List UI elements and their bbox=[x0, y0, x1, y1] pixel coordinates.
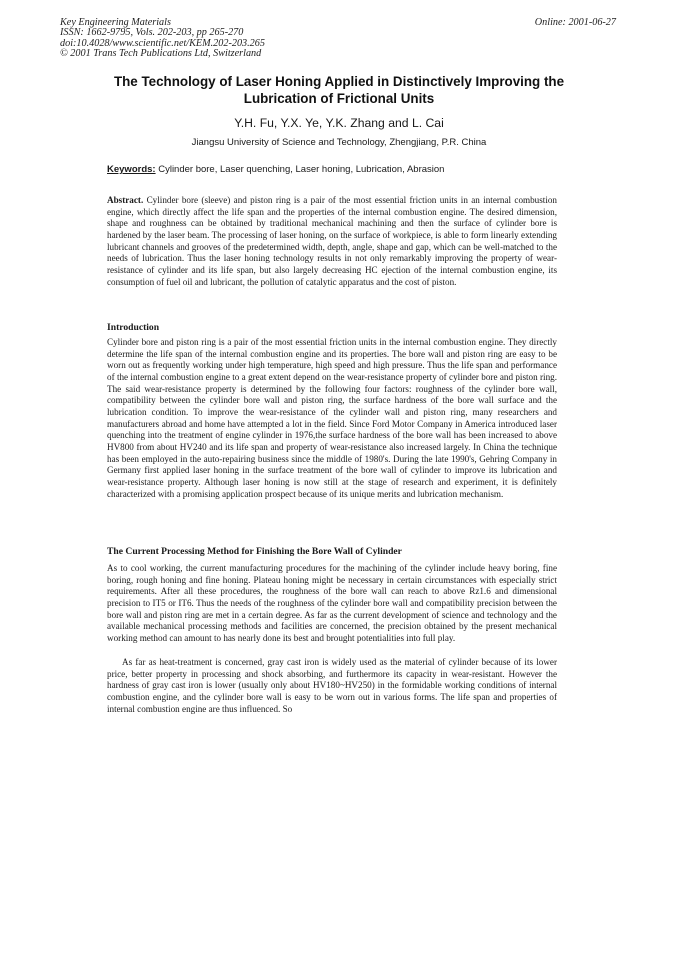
online-date: Online: 2001-06-27 bbox=[534, 17, 616, 28]
journal-header bbox=[60, 18, 265, 59]
introduction-paragraph: Cylinder bore and piston ring is a pair of the most essential friction units in the internal combustion engine. They directly determine the life span of the internal combustion engine and its properties. The bore wall and piston ring are easy to be worn out as frequently working under high temperature, high speed and high pressure. Thus the life span and performance of the internal combustion engine to a great extent depend on the wear-resistance property of cylinder bore and piston ring. The said wear-resistance property is determined by the following four factors: roughness of the cylinder bore wall, compatibility between the cylinder bore wall and piston ring, the surface hardness of the bore wall surface and the lubrication condition. To improve the wear-resistance of the cylinder wall and piston ring, many researchers and manufacturers abroad and home have attempted a lot in the field. Since Ford Motor Company in America introduced laser quenching into the treatment of engine cylinder in 1976,the surface hardness of the bore wall has been increased to above HV800 from about HV240 and its life span and property of wear-resistance also increased largely. In China the technique has been employed in the auto-repairing business since the middle of 1980's. During the late 1990's, Gehring Company in Germany first applied laser honing in the surface treatment of the bore wall of cylinder to improve its lubrication and wear-resistance property. Although laser honing is now still at the stage of research and experiment, it is definitely characterized with a promising application prospect because of its unique merits and lubrication mechanism. bbox=[107, 337, 557, 499]
introduction-heading: Introduction bbox=[107, 322, 160, 333]
issn-line: ISSN: 1662-9795, Vols. 202-203, pp 265-270 bbox=[60, 27, 244, 39]
paper-title: The Technology of Laser Honing Applied in Distinctively Improving the Lubrication of Frictional Units bbox=[113, 74, 565, 106]
journal-name: Key Engineering Materials bbox=[60, 17, 171, 28]
keywords-line bbox=[107, 164, 444, 175]
copyright-line: © 2001 Trans Tech Publications Ltd, Switzerland bbox=[60, 47, 262, 59]
keywords-label: Keywords: bbox=[107, 164, 156, 175]
current-method-paragraph-1: As to cool working, the current manufacturing procedures for the machining of the cylinder include heavy boring, fine boring, rough honing and fine honing. Plateau honing might be necessary in certain circumstances with especially strict requirements. After all these procedures, the roughness of the bore wall can reach to above Rz1.6 and dimensional precision to IT5 or IT6. Thus the needs of the roughness of the cylinder bore wall and compatibility precision between the bore wall and piston ring are met in a certain degree. As far as the current development of science and technology and the available mechanical processing methods and facilities are concerned, the precision obtained by the present mechanical working method can amount to has nearly done its best and brought potentialities into full play. bbox=[107, 563, 557, 643]
abstract-paragraph bbox=[107, 195, 557, 288]
current-method-heading: The Current Processing Method for Finishing the Bore Wall of Cylinder bbox=[107, 546, 402, 557]
doi-line[interactable]: doi:10.4028/www.scientific.net/KEM.202-203.265 bbox=[60, 37, 265, 49]
abstract-label: Abstract. bbox=[107, 195, 144, 205]
paper-authors: Y.H. Fu, Y.X. Ye, Y.K. Zhang and L. Cai bbox=[234, 116, 444, 130]
current-method-paragraph-2: As far as heat-treatment is concerned, gray cast iron is widely used as the material of cylinder because of its lower price, better property in processing and shock absorbing, and furthermore its capacity in wear-resistant. However the hardness of gray cast iron is lower (usually only about HV180~HV250) in the formidable working conditions of internal combustion engine, and the cylinder bore wall is easy to be worn out in various forms. The life span and properties of internal combustion engine are thus influenced. So bbox=[107, 657, 557, 714]
abstract-text: Cylinder bore (sleeve) and piston ring is a pair of the most essential friction units in an internal combustion engine, which directly affect the life span and the properties of the internal combustion engine. The desired dimension, shape and roughness can be obtained by traditional mechanical machining and then the surface of cylinder bore is hardened by the laser beam. The processing of laser honing, on the surface of workpiece, is able to form linearly extending lubricant channels and grooves of the predetermined width, depth, angle, shape and gap, which can be well-matched to the needs of lubrication. Thus the laser honing technology results in not only remarkably improving the property of wear-resistance of cylinder and its life span, but also largely decreasing HC ejection of the internal combustion engine, its consumption of fuel oil and lubricant, the pollution of catalytic apparatus and the cost of piston. bbox=[107, 195, 557, 287]
paper-affiliation: Jiangsu University of Science and Technology, Zhengjiang, P.R. China bbox=[191, 137, 487, 148]
keywords-list: Cylinder bore, Laser quenching, Laser honing, Lubrication, Abrasion bbox=[158, 164, 445, 175]
